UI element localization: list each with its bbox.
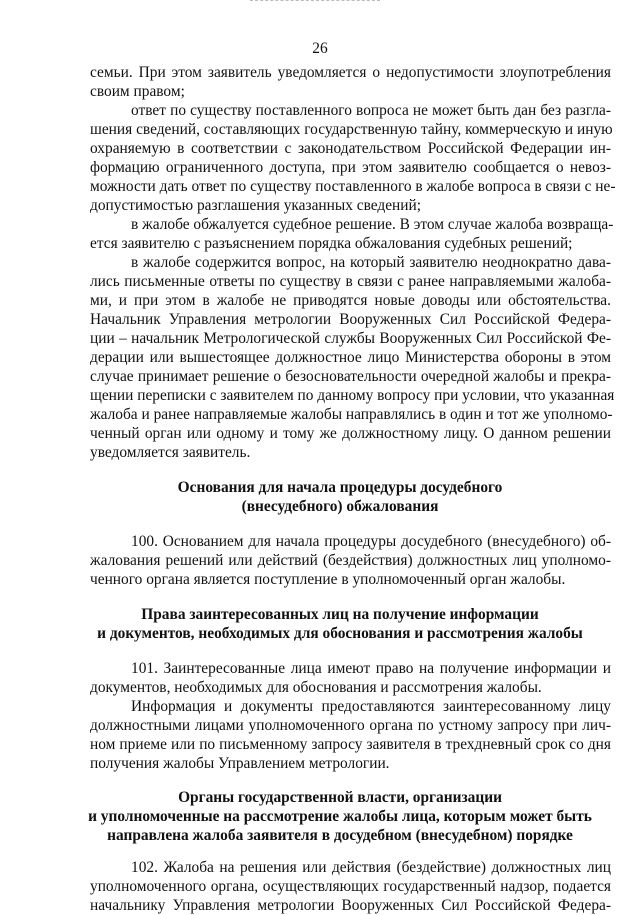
section-heading: Основания для начала процедуры досудебного (177, 479, 503, 496)
text-line: Начальник Управления метрологии Вооруженных Сил Российской Федера- (90, 311, 611, 328)
text-line: дерации или вышестоящее должностное лицо Министерства обороны в этом (90, 349, 611, 366)
text-line: 101. Заинтересованные лица имеют право на получение информации и (131, 660, 611, 677)
text-line: ответ по существу поставленного вопроса не может быть дан без разгла- (131, 102, 611, 119)
section-heading: и документов, необходимых для обоснования и рассмотрения жалобы (97, 625, 583, 642)
text-line: 100. Основанием для начала процедуры досудебного (внесудебного) об- (131, 533, 611, 550)
text-line: ции – начальник Метрологической службы Вооруженных Сил Российской Фе- (90, 330, 611, 347)
text-line: получения жалобы Управлением метрологии. (90, 755, 390, 772)
text-line: ченный орган или одному и тому же должностному лицу. О данном решении (90, 425, 611, 442)
text-line: охраняемую в соответствии с законодательством Российской Федерации ин- (90, 140, 611, 157)
section-heading: направлена жалоба заявителя в досудебном (внесудебном) порядке (107, 827, 573, 844)
text-line: Информация и документы предоставляются заинтересованному лицу (131, 698, 611, 715)
text-line: щении переписки с заявителем по данному вопросу при условии, что указанная (90, 387, 615, 404)
text-line: уполномоченного органа, осуществляющих государственный надзор, подается (90, 878, 611, 895)
text-line: шения сведений, составляющих государственную тайну, коммерческую и иную (90, 121, 613, 138)
text-line: ном приеме или по письменному запросу заявителя в трехдневный срок со дня (90, 736, 611, 753)
text-line: начальнику Управления метрологии Вооруженных Сил Российской Федера- (90, 897, 611, 914)
text-line: допустимостью разглашения указанных сведений; (90, 197, 422, 214)
text-line: 102. Жалоба на решения или действия (бездействие) должностных лиц (131, 859, 611, 876)
text-line: документов, необходимых для обоснования и рассмотрения жалобы. (90, 679, 542, 696)
text-line: жалования решений или действий (бездействия) должностных лиц уполномо- (90, 552, 611, 569)
text-line: лись письменные ответы по существу в связи с ранее направляемыми жалоба- (90, 273, 611, 290)
text-line: ченного органа является поступление в уполномоченный орган жалобы. (90, 571, 566, 588)
section-heading: и уполномоченные на рассмотрение жалобы лица, которым может быть (88, 808, 592, 825)
section-heading: Права заинтересованных лиц на получение информации (141, 606, 539, 623)
text-line: уведомляется заявитель. (90, 444, 251, 461)
text-line: жалоба и ранее направляемые жалобы направлялись в один и тот же уполномо- (90, 406, 613, 423)
text-line: ми, и при этом в жалобе не приводятся новые доводы или обстоятельства. (90, 292, 611, 309)
page-number: 26 (312, 40, 328, 57)
text-line: ется заявителю с разъяснением порядка обжалования судебных решений; (90, 235, 573, 252)
text-line: должностными лицами уполномоченного органа по устному запросу при лич- (90, 717, 611, 734)
text-line: своим правом; (90, 83, 185, 100)
text-line: семьи. При этом заявитель уведомляется о недопустимости злоупотребления (90, 64, 611, 81)
text-line: в жалобе содержится вопрос, на который заявителю неоднократно дава- (131, 254, 611, 271)
text-line: в жалобе обжалуется судебное решение. В этом случае жалоба возвраща- (131, 216, 614, 233)
text-line: можности дать ответ по существу поставленного в жалобе вопроса в связи с не- (90, 178, 616, 195)
section-heading: (внесудебного) обжалования (241, 498, 439, 515)
section-heading: Органы государственной власти, организации (178, 789, 502, 806)
scan-edge-marks (250, 0, 380, 4)
text-line: формацию ограниченного доступа, при этом заявителю сообщается о невоз- (90, 159, 611, 176)
text-line: случае принимает решение о безосновательности очередной жалобы и прекра- (90, 368, 611, 385)
